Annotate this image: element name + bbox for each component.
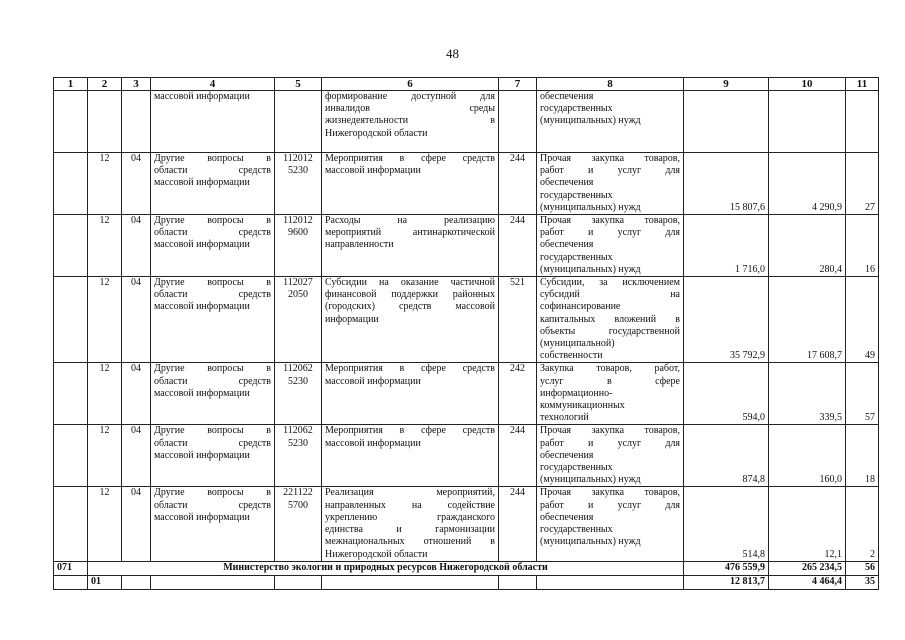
column-header-8: 8 xyxy=(537,78,684,91)
cell-plan: 594,0 xyxy=(684,363,769,425)
cell-section: 12 xyxy=(88,215,122,277)
cell-target-name-line: (городских) средств массовой xyxy=(325,301,495,313)
cell-target-code xyxy=(275,363,322,425)
cell-target-name-line: массовой информации xyxy=(325,437,421,449)
section-empty-cell xyxy=(151,575,275,589)
cell-target-name xyxy=(322,215,499,277)
ministry-actual: 265 234,5 xyxy=(769,561,846,575)
cell-expense-name-line: (муниципальных) нужд xyxy=(540,201,641,213)
cell-section: 12 xyxy=(88,487,122,561)
cell-expense-name xyxy=(537,153,684,215)
cell-expense-name-line: обеспечения xyxy=(540,91,594,102)
cell-target-name xyxy=(322,363,499,425)
cell-expense-type xyxy=(499,91,537,153)
cell-target-code xyxy=(275,277,322,363)
cell-percent: 49 xyxy=(846,277,879,363)
cell-subsection-name-line: массовой информации xyxy=(154,449,250,461)
cell-target-name-line: информации xyxy=(325,313,379,325)
cell-target-name xyxy=(322,425,499,487)
cell-target-name-line: направленных на содействие xyxy=(325,499,495,511)
cell-subsection xyxy=(122,91,151,153)
cell-percent: 18 xyxy=(846,425,879,487)
table-row xyxy=(54,153,879,215)
cell-plan: 35 792,9 xyxy=(684,277,769,363)
section-total-row xyxy=(54,575,879,589)
cell-subsection: 04 xyxy=(122,215,151,277)
cell-subsection-name-line: Другие вопросы в xyxy=(154,363,271,375)
cell-expense-name-line: (муниципальных) нужд xyxy=(540,115,641,127)
cell-target-name xyxy=(322,91,499,153)
cell-expense-name-line: объекты государственной xyxy=(540,325,680,337)
cell-target-name-line: Мероприятия в сфере средств xyxy=(325,425,495,437)
cell-expense-name xyxy=(537,91,684,153)
cell-subsection-name xyxy=(151,215,275,277)
cell-ministry-code xyxy=(54,425,88,487)
cell-section: 12 xyxy=(88,425,122,487)
cell-expense-name-line: услуг в сфере xyxy=(540,375,680,387)
cell-subsection-name xyxy=(151,487,275,561)
cell-expense-type: 244 xyxy=(499,215,537,277)
table-row xyxy=(54,487,879,561)
column-header-11: 11 xyxy=(846,78,879,91)
cell-target-code-line: 112012 xyxy=(283,153,313,164)
cell-target-code-line: 5230 xyxy=(288,437,308,449)
cell-target-name-line: Реализация мероприятий, xyxy=(325,487,495,499)
cell-target-name-line: массовой информации xyxy=(325,165,421,177)
cell-percent: 2 xyxy=(846,487,879,561)
cell-subsection: 04 xyxy=(122,153,151,215)
cell-percent: 16 xyxy=(846,215,879,277)
cell-subsection-name-line: массовой информации xyxy=(154,511,250,523)
cell-plan: 514,8 xyxy=(684,487,769,561)
cell-ministry-code xyxy=(54,91,88,153)
cell-section: 12 xyxy=(88,153,122,215)
cell-target-code xyxy=(275,215,322,277)
cell-subsection-name-line: области средств xyxy=(154,227,271,239)
cell-expense-type: 244 xyxy=(499,487,537,561)
cell-subsection-name-line: области средств xyxy=(154,437,271,449)
cell-expense-type: 521 xyxy=(499,277,537,363)
ministry-total-row xyxy=(54,561,879,575)
cell-subsection-name-line: Другие вопросы в xyxy=(154,487,271,499)
ministry-name: Министерство экологии и природных ресурсов Нижегородской области xyxy=(88,561,684,575)
column-header-3: 3 xyxy=(122,78,151,91)
cell-ministry-code xyxy=(54,277,88,363)
cell-expense-name-line: работ и услуг для xyxy=(540,437,680,449)
cell-actual: 280,4 xyxy=(769,215,846,277)
cell-target-name-line: Мероприятия в сфере средств xyxy=(325,363,495,375)
cell-expense-name-line: Прочая закупка товаров, xyxy=(540,215,680,227)
cell-actual: 160,0 xyxy=(769,425,846,487)
cell-subsection-name xyxy=(151,277,275,363)
section-code: 01 xyxy=(88,575,122,589)
cell-subsection-name xyxy=(151,425,275,487)
column-header-9: 9 xyxy=(684,78,769,91)
cell-target-code-line: 9600 xyxy=(288,227,308,239)
cell-target-name xyxy=(322,277,499,363)
cell-percent: 27 xyxy=(846,153,879,215)
cell-expense-name-line: коммуникационных xyxy=(540,400,625,412)
cell-expense-name-line: обеспечения xyxy=(540,239,594,251)
cell-subsection-name-line: области средств xyxy=(154,289,271,301)
cell-expense-name xyxy=(537,487,684,561)
cell-target-code-line: 5230 xyxy=(288,375,308,387)
cell-subsection-name xyxy=(151,363,275,425)
cell-target-name xyxy=(322,153,499,215)
cell-expense-name-line: софинансирование xyxy=(540,301,621,313)
column-header-1: 1 xyxy=(54,78,88,91)
cell-expense-name-line: государственных xyxy=(540,524,613,536)
header-row xyxy=(54,78,879,91)
cell-subsection-name-line: Другие вопросы в xyxy=(154,215,271,227)
cell-target-name-line: массовой информации xyxy=(325,375,421,387)
table-row xyxy=(54,215,879,277)
cell-actual: 17 608,7 xyxy=(769,277,846,363)
cell-target-code-line: 2050 xyxy=(288,289,308,301)
table-row xyxy=(54,363,879,425)
cell-actual: 4 290,9 xyxy=(769,153,846,215)
cell-subsection: 04 xyxy=(122,363,151,425)
budget-table xyxy=(53,77,879,590)
ministry-plan: 476 559,9 xyxy=(684,561,769,575)
cell-target-name-line: Нижегородской области xyxy=(325,127,428,139)
cell-subsection-name-line: массовой информации xyxy=(154,91,250,102)
cell-ministry-code xyxy=(54,153,88,215)
cell-expense-name-line: обеспечения xyxy=(540,177,594,189)
cell-section: 12 xyxy=(88,277,122,363)
cell-expense-name-line: (муниципальной) xyxy=(540,338,615,350)
table-body xyxy=(54,91,879,590)
cell-subsection-name-line: области средств xyxy=(154,375,271,387)
cell-expense-name-line: Прочая закупка товаров, xyxy=(540,425,680,437)
ministry-code: 071 xyxy=(54,561,88,575)
section-percent: 35 xyxy=(846,575,879,589)
cell-expense-name-line: собственности xyxy=(540,350,603,362)
section-actual: 4 464,4 xyxy=(769,575,846,589)
cell-target-name-line: Субсидии на оказание частичной xyxy=(325,277,495,289)
cell-expense-name-line: работ и услуг для xyxy=(540,499,680,511)
cell-expense-name-line: (муниципальных) нужд xyxy=(540,536,641,548)
cell-plan xyxy=(684,91,769,153)
cell-actual xyxy=(769,91,846,153)
cell-expense-name xyxy=(537,425,684,487)
cell-target-code xyxy=(275,487,322,561)
column-header-10: 10 xyxy=(769,78,846,91)
cell-subsection: 04 xyxy=(122,487,151,561)
cell-ministry-code xyxy=(54,363,88,425)
cell-expense-name-line: обеспечения xyxy=(540,511,594,523)
column-header-4: 4 xyxy=(151,78,275,91)
cell-target-code xyxy=(275,425,322,487)
cell-expense-name-line: Прочая закупка товаров, xyxy=(540,153,680,164)
cell-subsection-name xyxy=(151,153,275,215)
cell-expense-name-line: Прочая закупка товаров, xyxy=(540,487,680,499)
section-empty-cell xyxy=(122,575,151,589)
cell-percent: 57 xyxy=(846,363,879,425)
cell-target-name-line: единства и гармонизации xyxy=(325,524,495,536)
cell-target-name-line: инвалидов среды xyxy=(325,103,495,115)
cell-target-code-line: 221122 xyxy=(283,487,313,499)
section-empty-cell xyxy=(499,575,537,589)
cell-subsection-name-line: области средств xyxy=(154,499,271,511)
cell-expense-name-line: (муниципальных) нужд xyxy=(540,263,641,275)
section-empty-cell xyxy=(537,575,684,589)
cell-expense-name xyxy=(537,215,684,277)
cell-target-code-line: 112027 xyxy=(283,277,313,289)
cell-plan: 1 716,0 xyxy=(684,215,769,277)
cell-subsection-name-line: Другие вопросы в xyxy=(154,277,271,289)
cell-target-code-line: 112062 xyxy=(283,425,313,437)
cell-expense-name xyxy=(537,363,684,425)
cell-expense-name-line: обеспечения xyxy=(540,449,594,461)
cell-actual: 339,5 xyxy=(769,363,846,425)
cell-section: 12 xyxy=(88,363,122,425)
cell-expense-type: 244 xyxy=(499,153,537,215)
cell-expense-type: 244 xyxy=(499,425,537,487)
cell-expense-name-line: (муниципальных) нужд xyxy=(540,474,641,486)
cell-expense-name-line: Закупка товаров, работ, xyxy=(540,363,680,375)
cell-target-name-line: мероприятий антинаркотической xyxy=(325,227,495,239)
cell-target-code-line: 112062 xyxy=(283,363,313,375)
cell-subsection: 04 xyxy=(122,425,151,487)
cell-expense-name-line: работ и услуг для xyxy=(540,227,680,239)
cell-expense-type: 242 xyxy=(499,363,537,425)
cell-expense-name-line: государственных xyxy=(540,251,613,263)
cell-target-name-line: финансовой поддержки районных xyxy=(325,289,495,301)
column-header-6: 6 xyxy=(322,78,499,91)
cell-target-code-line: 112012 xyxy=(283,215,313,227)
cell-section xyxy=(88,91,122,153)
cell-plan: 874,8 xyxy=(684,425,769,487)
cell-expense-name-line: капитальных вложений в xyxy=(540,313,680,325)
section-empty-cell xyxy=(275,575,322,589)
page-number: 48 xyxy=(446,46,459,61)
cell-target-code-line: 5700 xyxy=(288,499,308,511)
cell-target-code xyxy=(275,91,322,153)
cell-target-code-line: 5230 xyxy=(288,165,308,177)
column-header-2: 2 xyxy=(88,78,122,91)
cell-percent xyxy=(846,91,879,153)
column-header-7: 7 xyxy=(499,78,537,91)
cell-plan: 15 807,6 xyxy=(684,153,769,215)
section-empty-cell xyxy=(322,575,499,589)
cell-expense-name-line: работ и услуг для xyxy=(540,165,680,177)
cell-expense-name-line: государственных xyxy=(540,189,613,201)
cell-actual: 12,1 xyxy=(769,487,846,561)
section-plan: 12 813,7 xyxy=(684,575,769,589)
cell-subsection-name-line: массовой информации xyxy=(154,239,250,251)
cell-target-name-line: направленности xyxy=(325,239,394,251)
cell-target-name-line: Расходы на реализацию xyxy=(325,215,495,227)
cell-subsection: 04 xyxy=(122,277,151,363)
cell-subsection-name xyxy=(151,91,275,153)
cell-expense-name-line: субсидий на xyxy=(540,289,680,301)
cell-target-name-line: Нижегородской области xyxy=(325,548,428,560)
cell-expense-name-line: информационно- xyxy=(540,387,613,399)
cell-target-name-line: жизнедеятельности в xyxy=(325,115,495,127)
section-empty-1 xyxy=(54,575,88,589)
table-row xyxy=(54,277,879,363)
cell-expense-name-line: Субсидии, за исключением xyxy=(540,277,680,289)
cell-subsection-name-line: области средств xyxy=(154,165,271,177)
cell-expense-name-line: государственных xyxy=(540,103,613,115)
ministry-percent: 56 xyxy=(846,561,879,575)
cell-ministry-code xyxy=(54,487,88,561)
cell-target-name-line: Мероприятия в сфере средств xyxy=(325,153,495,164)
cell-subsection-name-line: массовой информации xyxy=(154,387,250,399)
cell-expense-name xyxy=(537,277,684,363)
cell-target-code xyxy=(275,153,322,215)
column-header-5: 5 xyxy=(275,78,322,91)
cell-target-name-line: межнациональных отношений в xyxy=(325,536,495,548)
cell-subsection-name-line: Другие вопросы в xyxy=(154,153,271,164)
cell-subsection-name-line: Другие вопросы в xyxy=(154,425,271,437)
cell-subsection-name-line: массовой информации xyxy=(154,301,250,313)
cell-target-name-line: формирование доступной для xyxy=(325,91,495,102)
cell-expense-name-line: технологий xyxy=(540,412,589,424)
table-row xyxy=(54,425,879,487)
cell-subsection-name-line: массовой информации xyxy=(154,177,250,189)
table-row xyxy=(54,91,879,153)
cell-expense-name-line: государственных xyxy=(540,462,613,474)
cell-target-name-line: укреплению гражданского xyxy=(325,511,495,523)
cell-target-name xyxy=(322,487,499,561)
cell-ministry-code xyxy=(54,215,88,277)
